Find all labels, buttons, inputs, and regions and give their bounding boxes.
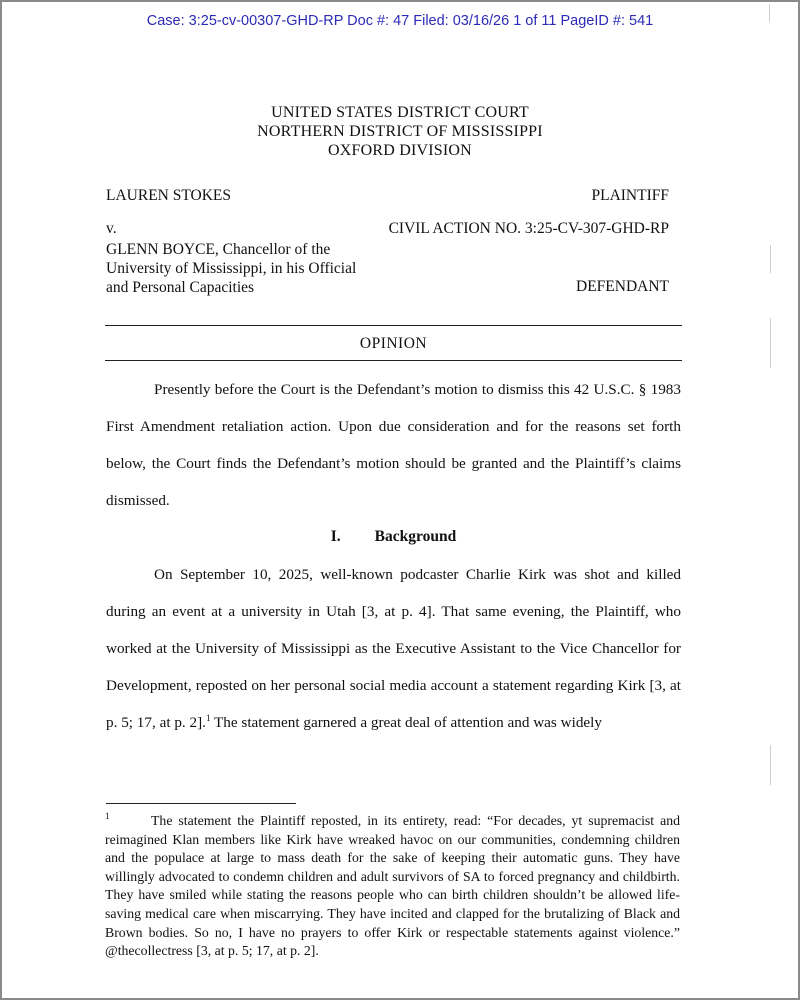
civil-action-number: CIVIL ACTION NO. 3:25-CV-307-GHD-RP — [388, 220, 669, 237]
footnote-reference[interactable]: 1 — [205, 712, 211, 723]
section-heading — [106, 528, 681, 546]
court-division: OXFORD DIVISION — [328, 142, 472, 159]
plaintiff-label: PLAINTIFF — [591, 187, 669, 204]
defendant-label: DEFENDANT — [576, 278, 669, 295]
intro-paragraph-block — [106, 371, 681, 519]
court-heading — [0, 103, 800, 160]
defendant-line-3: and Personal Capacities — [106, 279, 255, 296]
opinion-title: OPINION — [359, 335, 428, 352]
footnote-divider — [106, 803, 296, 804]
caption-rule-top — [105, 325, 682, 326]
background-paragraph-block — [106, 556, 681, 741]
footnote-text: The statement the Plaintiff reposted, in its entirety, read: “For decades, yt supremacist and reimagined Klan members like Kirk have wreaked havoc on our communities, condemning children and the populace at large to mass death for the sake of keeping their automatic guns. They have willingly advocated to condemn children and adult survivors of SA to forced pregnancy and childbirth. They have smiled while stating the reasons people who can birth children shouldn’t be allowed life-saving medical care when miscarrying. They have incited and clapped for the brutalizing of Black and Brown bodies. So no, I have no prayers to offer Kirk or respectable statements against violence.” @thecollectress [3, at p. 5; 17, at p. 2]. — [105, 813, 680, 959]
defendant-line-1: GLENN BOYCE, Chancellor of the — [106, 241, 331, 258]
footnote: 1 The statement the Plaintiff reposted, in its entirety, read: “For decades, yt supremacist and reimagined Klan members like Kirk have wreaked havoc on our communities, condemning children and the populace at large to mass death for the sake of keeping their automatic guns. They have willingly advocated to condemn children and adult survivors of SA to forced pregnancy and childbirth. They have smiled while stating the reasons people who can birth children shouldn’t be allowed life-saving medical care when miscarrying. They have incited and clapped for the brutalizing of Black and Brown bodies. So no, I have no prayers to offer Kirk or respectable statements against violence.” @thecollectress [3, at p. 5; 17, at p. 2]. — [105, 811, 680, 959]
case-header-line: Case: 3:25-cv-00307-GHD-RP Doc #: 47 Filed: 03/16/26 1 of 11 PageID #: 541 — [146, 13, 654, 29]
versus-label: v. — [106, 220, 117, 237]
scan-artifact — [770, 318, 771, 368]
section-title: Background — [374, 528, 457, 545]
defendant-line-2: University of Mississippi, in his Official — [106, 260, 357, 277]
scan-artifact — [770, 245, 771, 273]
caption-rule-bottom — [105, 360, 682, 361]
defendant-name — [106, 240, 356, 297]
plaintiff-name: LAUREN STOKES — [106, 187, 232, 204]
scan-artifact — [770, 745, 771, 785]
background-text-continued: The statement garnered a great deal of attention and was widely — [210, 714, 602, 731]
intro-paragraph: Presently before the Court is the Defendant’s motion to dismiss this 42 U.S.C. § 1983 First Amendment retaliation action. Upon due consideration and for the reasons set forth below, the Court finds the Defendant’s motion should be granted and the Plaintiff’s claims dismissed. — [106, 381, 681, 509]
court-district: NORTHERN DISTRICT OF MISSISSIPPI — [257, 123, 543, 140]
court-name: UNITED STATES DISTRICT COURT — [271, 104, 529, 121]
background-paragraph — [106, 556, 681, 741]
background-text: On September 10, 2025, well-known podcaster Charlie Kirk was shot and killed during an event at a university in Utah [3, at p. 4]. That same evening, the Plaintiff, who worked at the University of Mississippi as the Executive Assistant to the Vice Chancellor for Development, reposted on her personal social media account a statement regarding Kirk [3, at p. 5; 17, at p. 2]. — [106, 566, 681, 731]
section-number: I. — [330, 528, 341, 545]
